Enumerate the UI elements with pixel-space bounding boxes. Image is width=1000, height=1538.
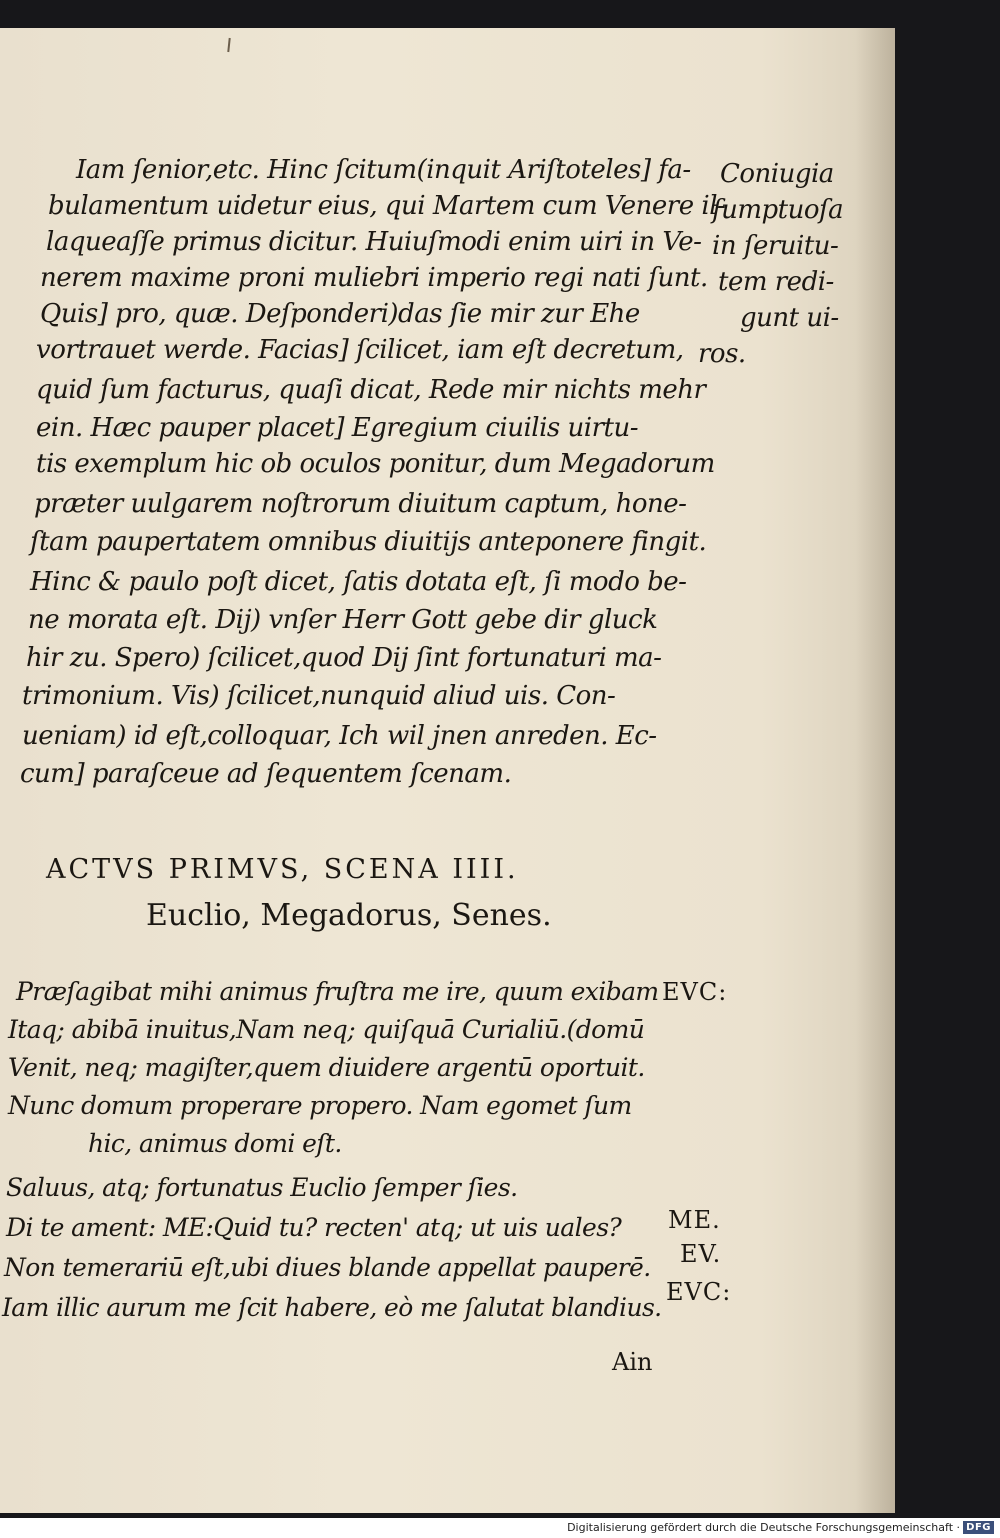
- commentary-line: bulamentum uidetur eius, qui Martem cum Venere il-: [48, 191, 726, 221]
- commentary-line: ein. Hæc pauper placet] Egregium ciuilis uirtu-: [36, 413, 638, 443]
- commentary-line: ſtam paupertatem omnibus diuitijs anteponere fingit.: [30, 527, 707, 557]
- verse-line: Itaq; abibā inuitus,Nam neq; quiſquā Curialiū.(domū: [8, 1015, 645, 1044]
- speaker-label: ME.: [668, 1206, 721, 1234]
- book-page: [0, 28, 895, 1513]
- commentary-line: Hinc & paulo poſt dicet, ſatis dotata eſt, ſi modo be-: [30, 567, 687, 597]
- dfg-logo: DFG: [963, 1521, 994, 1534]
- ink-mark: [227, 38, 230, 52]
- commentary-line: ne morata eſt. Dij) vnſer Herr Gott gebe dir gluck: [28, 605, 658, 635]
- verse-line: Saluus, atq; fortunatus Euclio ſemper ſies.: [6, 1173, 518, 1202]
- verse-line: Non temerariū eſt,ubi diues blande appellat pauperē.: [4, 1253, 651, 1282]
- commentary-line: tis exemplum hic ob oculos ponitur, dum Megadorum: [36, 449, 715, 479]
- commentary-line: ueniam) id eſt,colloquar, Ich wil jnen anreden. Ec-: [22, 721, 657, 751]
- marginal-note-line: ros.: [698, 339, 746, 369]
- commentary-line: Quis] pro, quæ. Deſponderi)das ſie mir zur Ehe: [40, 299, 640, 329]
- commentary-line: præter uulgarem noſtrorum diuitum captum, hone-: [34, 489, 687, 519]
- commentary-line: trimonium. Vis) ſcilicet,nunquid aliud uis. Con-: [22, 681, 616, 711]
- commentary-line: cum] paraſceue ad ſequentem ſcenam.: [20, 759, 512, 789]
- verse-line: hic, animus domi eſt.: [88, 1129, 342, 1158]
- funding-credit: Digitalisierung gefördert durch die Deutsche Forschungsgemeinschaft ·: [567, 1521, 960, 1534]
- commentary-line: nerem maxime proni muliebri imperio regi nati ſunt.: [40, 263, 708, 293]
- speaker-label: EVC:: [666, 1278, 732, 1306]
- speaker-label: EV.: [680, 1240, 722, 1268]
- marginal-note-line: tem redi-: [718, 267, 834, 297]
- commentary-line: quid ſum facturus, quaſi dicat, Rede mir nichts mehr: [36, 375, 706, 405]
- marginal-note-line: Coniugia: [720, 159, 834, 189]
- verse-line: Di te ament: ME:Quid tu? recten' atq; ut uis uales?: [6, 1213, 622, 1242]
- scene-heading: ACTVS PRIMVS, SCENA IIII.: [46, 854, 519, 885]
- catchword: Ain: [612, 1348, 653, 1376]
- verse-line: Præſagibat mihi animus fruſtra me ire, quum exibam: [16, 977, 659, 1006]
- commentary-line: Iam ſenior,etc. Hinc ſcitum(inquit Ariſtoteles] fa-: [76, 155, 691, 185]
- marginal-note-line: ſumptuoſa: [712, 195, 844, 225]
- marginal-note-line: in ſeruitu-: [712, 231, 839, 261]
- speaker-label: EVC:: [662, 978, 728, 1006]
- commentary-line: hir zu. Spero) ſcilicet,quod Dij ſint fortunaturi ma-: [26, 643, 662, 673]
- footer-bar: [0, 1518, 1000, 1538]
- commentary-line: laqueaſſe primus dicitur. Huiuſmodi enim uiri in Ve-: [46, 227, 702, 257]
- commentary-line: vortrauet werde. Facias] ſcilicet, iam eſt decretum,: [36, 335, 684, 365]
- verse-line: Venit, neq; magiſter,quem diuidere argentū oportuit.: [8, 1053, 645, 1082]
- scene-characters: Euclio, Megadorus, Senes.: [146, 898, 552, 933]
- verse-line: Nunc domum properare propero. Nam egomet ſum: [8, 1091, 632, 1120]
- verse-line: Iam illic aurum me ſcit habere, eò me ſalutat blandius.: [2, 1293, 662, 1322]
- marginal-note-line: gunt ui-: [740, 303, 839, 333]
